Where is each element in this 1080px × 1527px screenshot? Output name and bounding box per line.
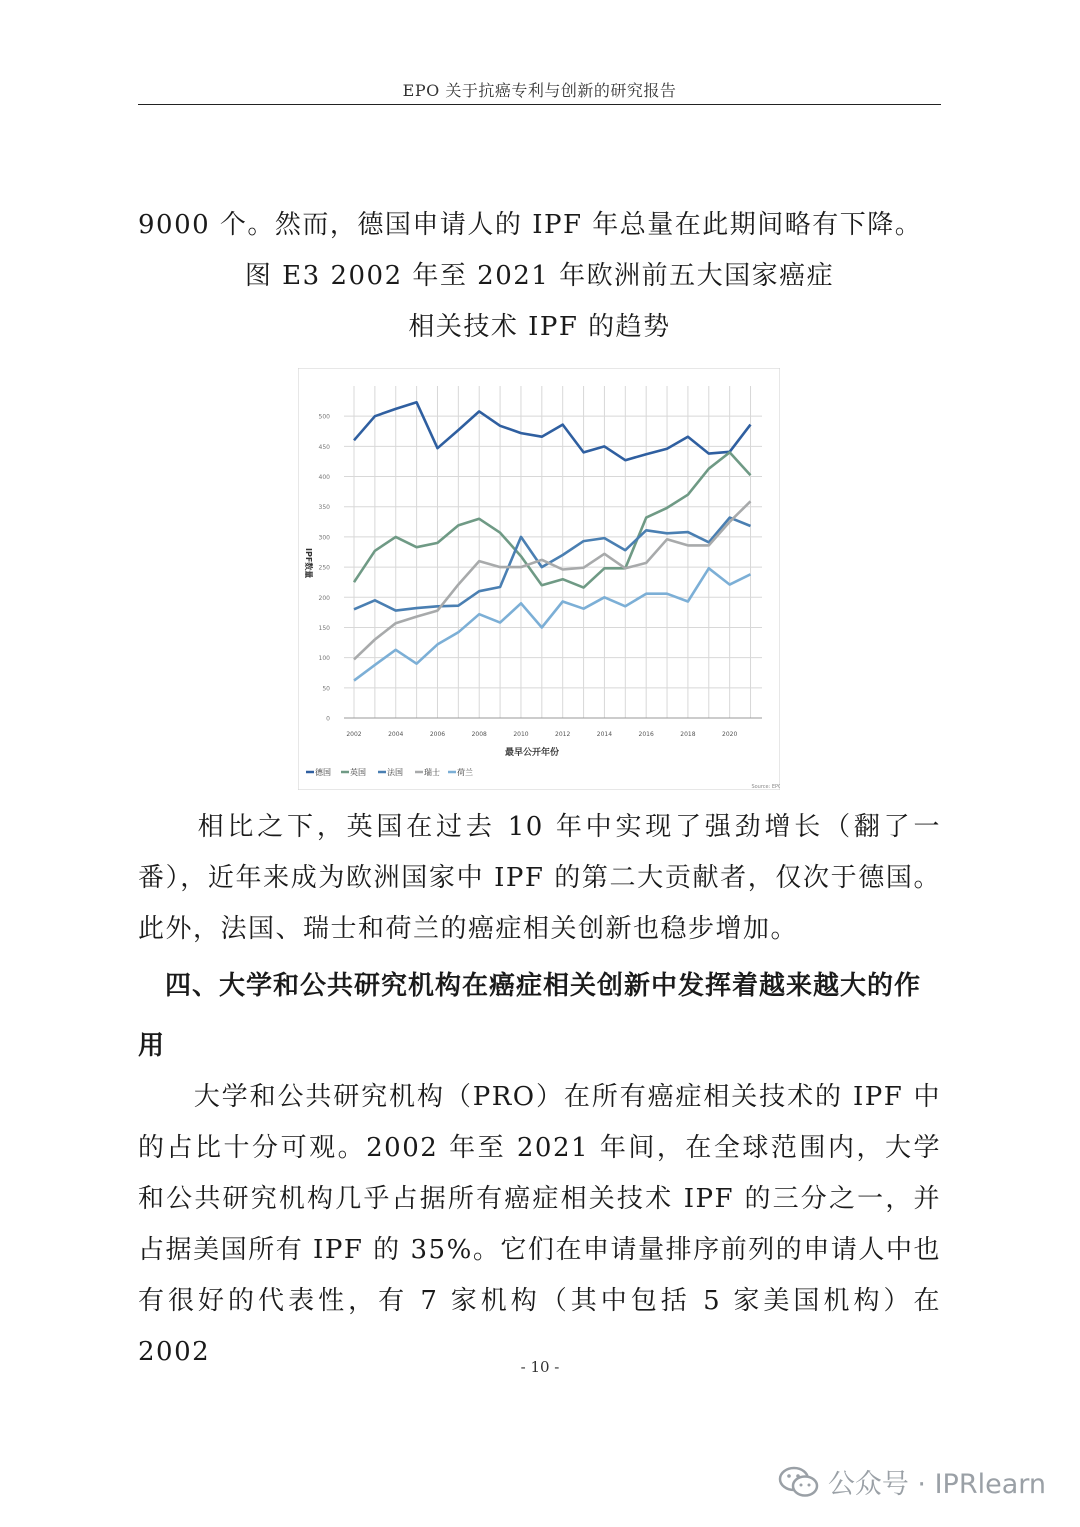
wechat-icon: [778, 1465, 820, 1499]
legend-label: 法国: [387, 768, 403, 777]
y-tick-label: 200: [318, 594, 330, 602]
y-tick-label: 100: [318, 655, 330, 663]
y-tick-label: 300: [318, 534, 330, 542]
x-tick-label: 2010: [513, 731, 529, 738]
page-number: - 10 -: [520, 1358, 560, 1376]
y-tick-label: 250: [318, 564, 330, 572]
x-tick-label: 2008: [471, 731, 487, 738]
x-tick-label: 2002: [346, 731, 362, 738]
y-tick-label: 500: [318, 413, 330, 421]
x-tick-label: 2020: [722, 731, 738, 738]
y-tick-label: 350: [318, 504, 330, 512]
figure-caption-line-2: 相关技术 IPF 的趋势: [408, 312, 671, 342]
legend-label: 荷兰: [457, 768, 473, 777]
section-heading: 四、大学和公共研究机构在癌症相关创新中发挥着越来越大的作用: [138, 971, 922, 1061]
chart-source: Source: EPO: [751, 784, 780, 790]
y-axis-label: IPF数量: [304, 548, 313, 579]
chart-frame: [298, 368, 780, 790]
line-chart: [298, 368, 780, 790]
y-tick-label: 450: [318, 443, 330, 451]
y-tick-label: 150: [318, 624, 330, 632]
x-tick-label: 2006: [429, 731, 446, 738]
paragraph-3: 大学和公共研究机构（PRO）在所有癌症相关技术的 IPF 中的占比十分可观。2002 年至 2021 年间，在全球范围内，大学和公共研究机构几乎占据所有癌症相关技术 IPF 的三分之一，并占据美国所有 IPF 的 35%。它们在申请量排序前列的申请人中也有很好的代表性，有 7 家机构（其中包括 5 家美国机构）在 2002: [138, 1082, 941, 1367]
x-axis-label: 最早公开年份: [504, 748, 560, 758]
x-tick-label: 2018: [680, 731, 696, 738]
figure-caption-line-1: 图 E3 2002 年至 2021 年欧洲前五大国家癌症: [244, 261, 835, 291]
legend-label: 英国: [350, 768, 366, 777]
x-tick-label: 2004: [388, 731, 404, 738]
running-header: EPO 关于抗癌专利与创新的研究报告: [402, 81, 677, 100]
y-tick-label: 50: [322, 685, 330, 693]
header-rule: [138, 104, 941, 105]
x-tick-label: 2014: [596, 731, 613, 738]
watermark: [778, 1462, 1046, 1501]
y-tick-label: 400: [318, 474, 330, 482]
line-chart-svg: [298, 368, 780, 790]
legend-label: 瑞士: [424, 768, 440, 777]
paragraph-1: 9000 个。然而，德国申请人的 IPF 年总量在此期间略有下降。: [138, 210, 923, 240]
watermark-text: 公众号 · IPRlearn: [827, 1469, 1046, 1500]
x-tick-label: 2016: [638, 731, 654, 738]
x-tick-label: 2012: [555, 731, 571, 738]
legend-label: 德国: [315, 768, 331, 777]
paragraph-2: 相比之下，英国在过去 10 年中实现了强劲增长（翻了一番），近年来成为欧洲国家中 IPF 的第二大贡献者，仅次于德国。此外，法国、瑞士和荷兰的癌症相关创新也稳步增加。: [138, 812, 941, 944]
y-tick-label: 0: [326, 715, 330, 723]
